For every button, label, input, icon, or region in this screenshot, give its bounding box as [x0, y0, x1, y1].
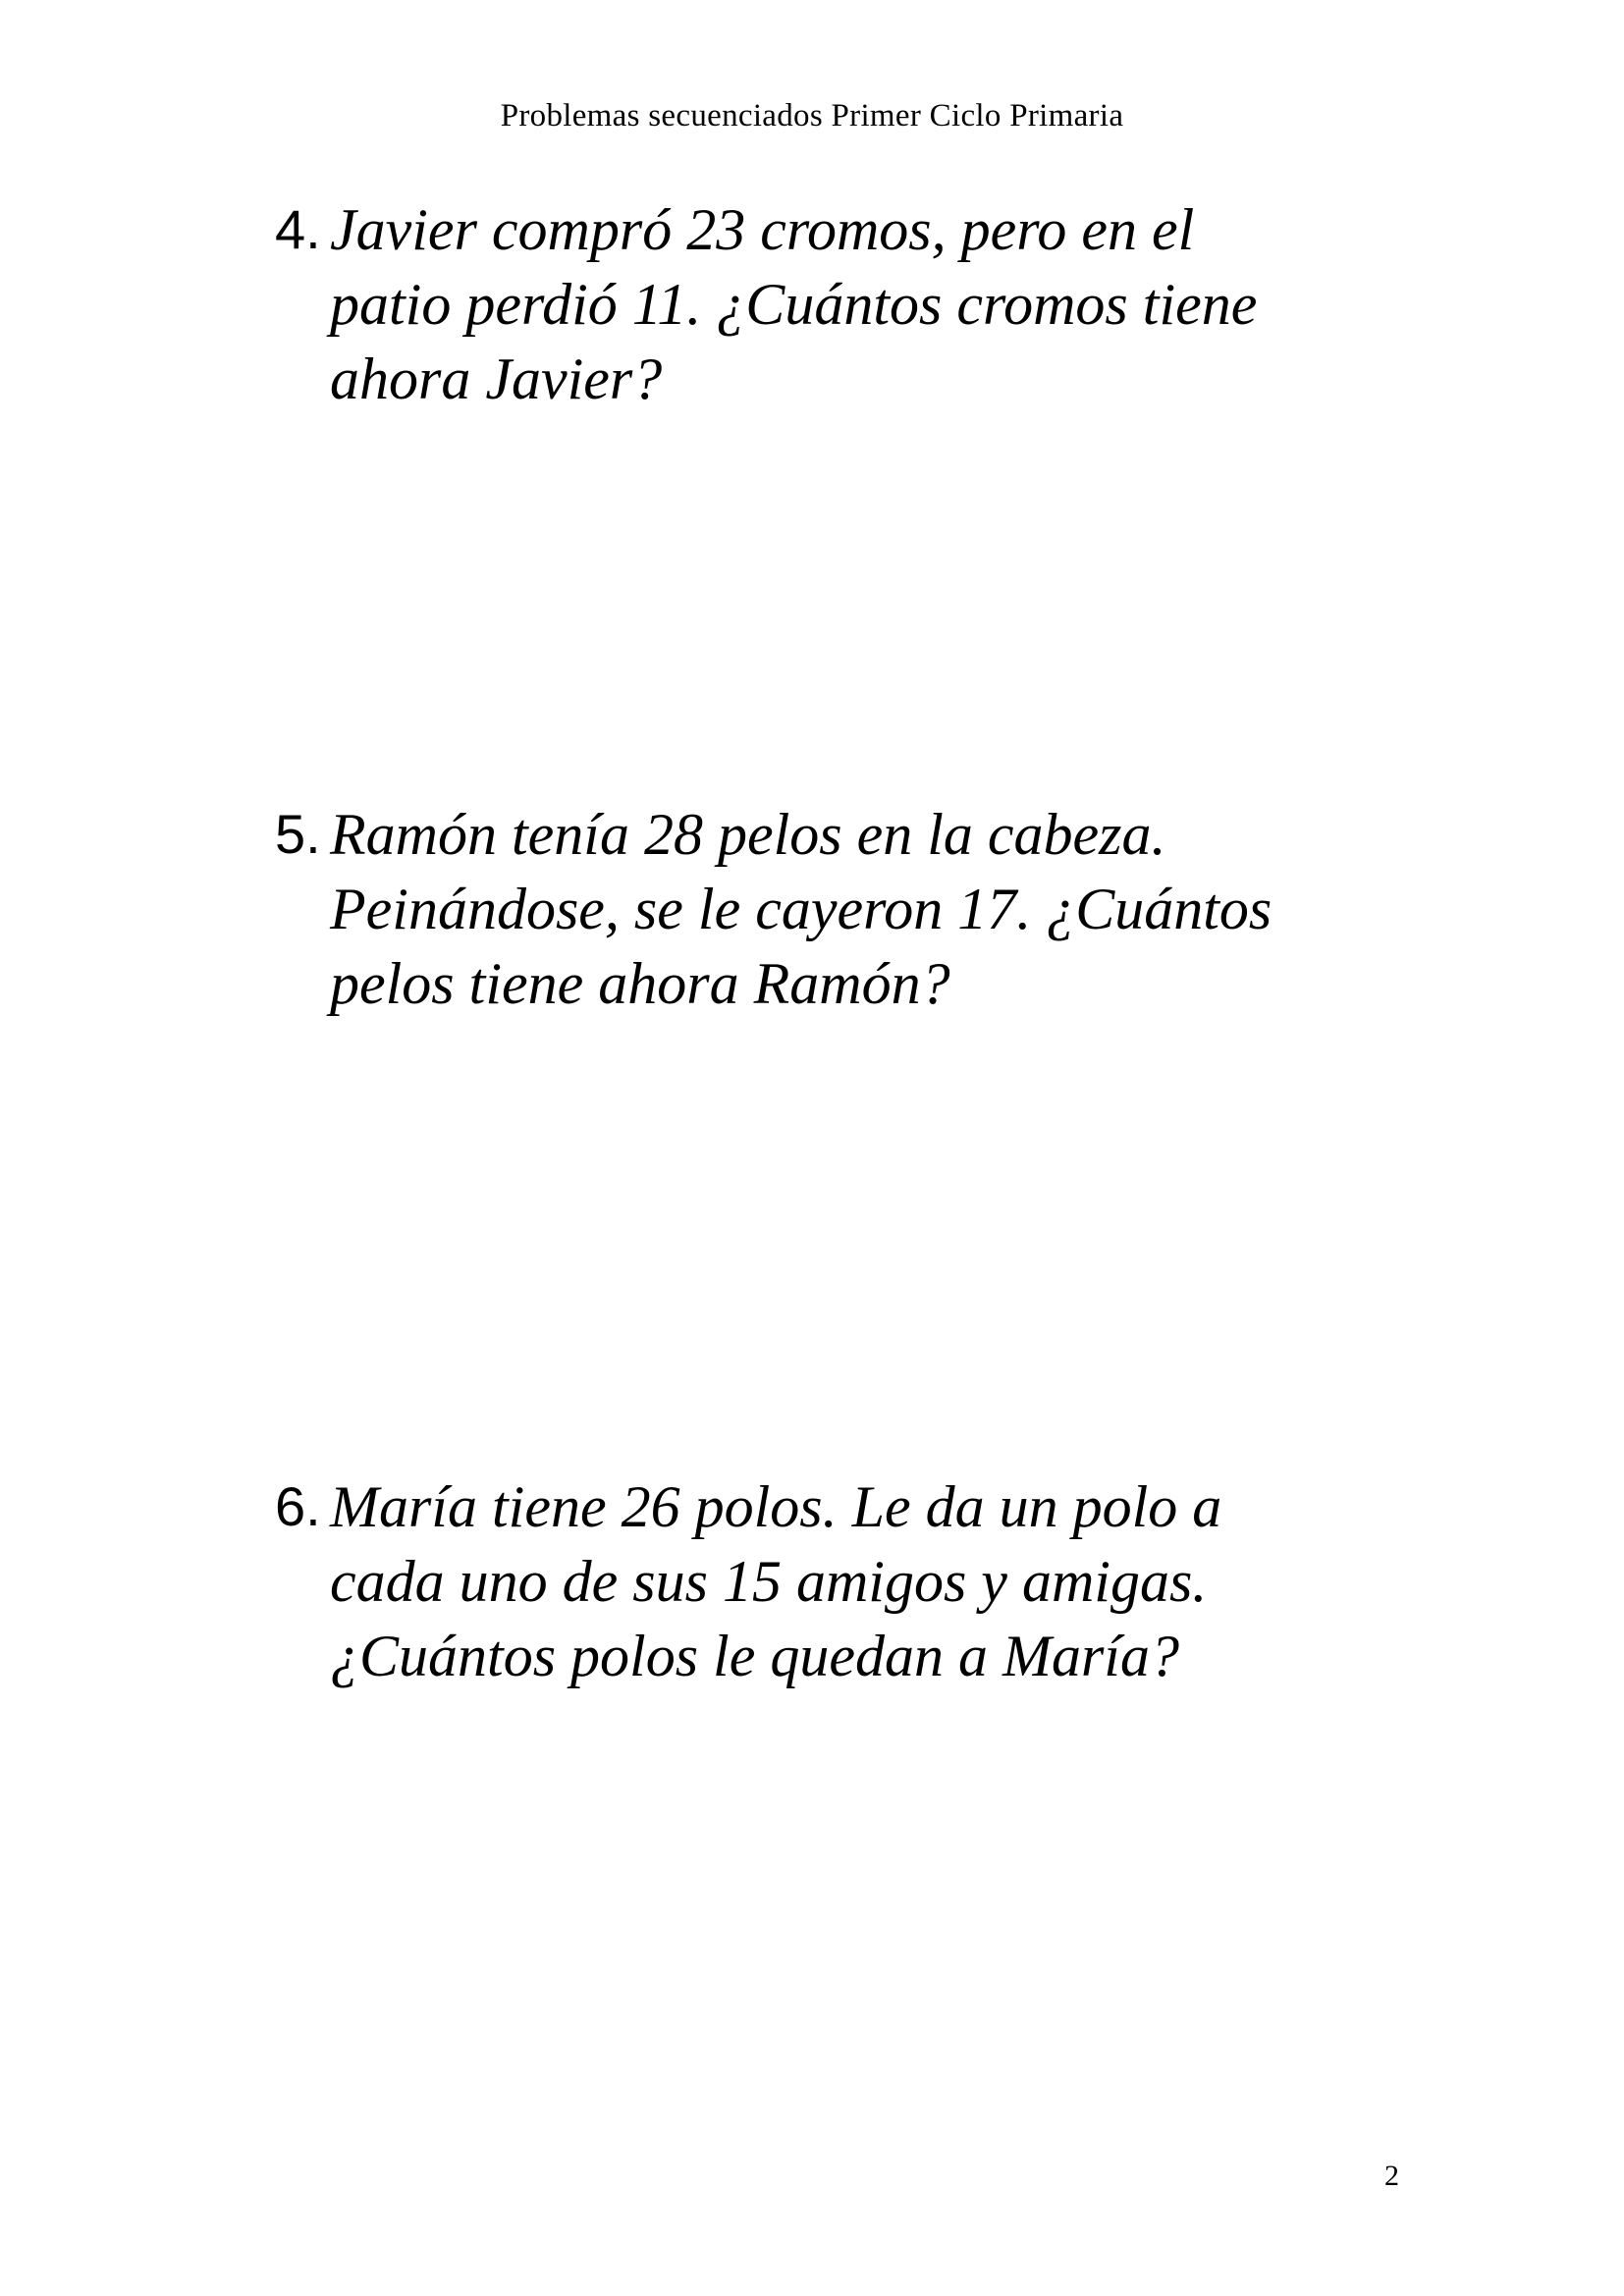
- problem-line: Ramón tenía 28 pelos en la cabeza.: [330, 802, 1166, 867]
- problem-4: [275, 192, 1404, 416]
- problem-line: Peinándose, se le cayeron 17. ¿Cuántos: [330, 877, 1272, 941]
- problem-6: [275, 1469, 1404, 1693]
- problem-text: [330, 192, 1404, 416]
- problem-line: Javier compró 23 cromos, pero en el: [330, 197, 1195, 262]
- problem-line: patio perdió 11. ¿Cuántos cromos tiene: [330, 272, 1258, 337]
- page-header-title: Problemas secuenciados Primer Ciclo Primaria: [500, 98, 1124, 133]
- page-number: 2: [1384, 2160, 1399, 2192]
- problem-number: 6.: [275, 1475, 321, 1537]
- problem-text: [330, 1469, 1404, 1693]
- problem-line: cada uno de sus 15 amigos y amigas.: [330, 1549, 1208, 1614]
- problem-line: ¿Cuántos polos le quedan a María?: [330, 1624, 1179, 1688]
- problem-line: María tiene 26 polos. Le da un polo a: [330, 1474, 1222, 1539]
- problem-number: 5.: [275, 803, 321, 865]
- problem-number: 4.: [275, 198, 321, 260]
- problem-5: [275, 797, 1404, 1021]
- problem-line: ahora Javier?: [330, 347, 663, 411]
- problem-text: [330, 797, 1404, 1021]
- problem-line: pelos tiene ahora Ramón?: [330, 951, 950, 1016]
